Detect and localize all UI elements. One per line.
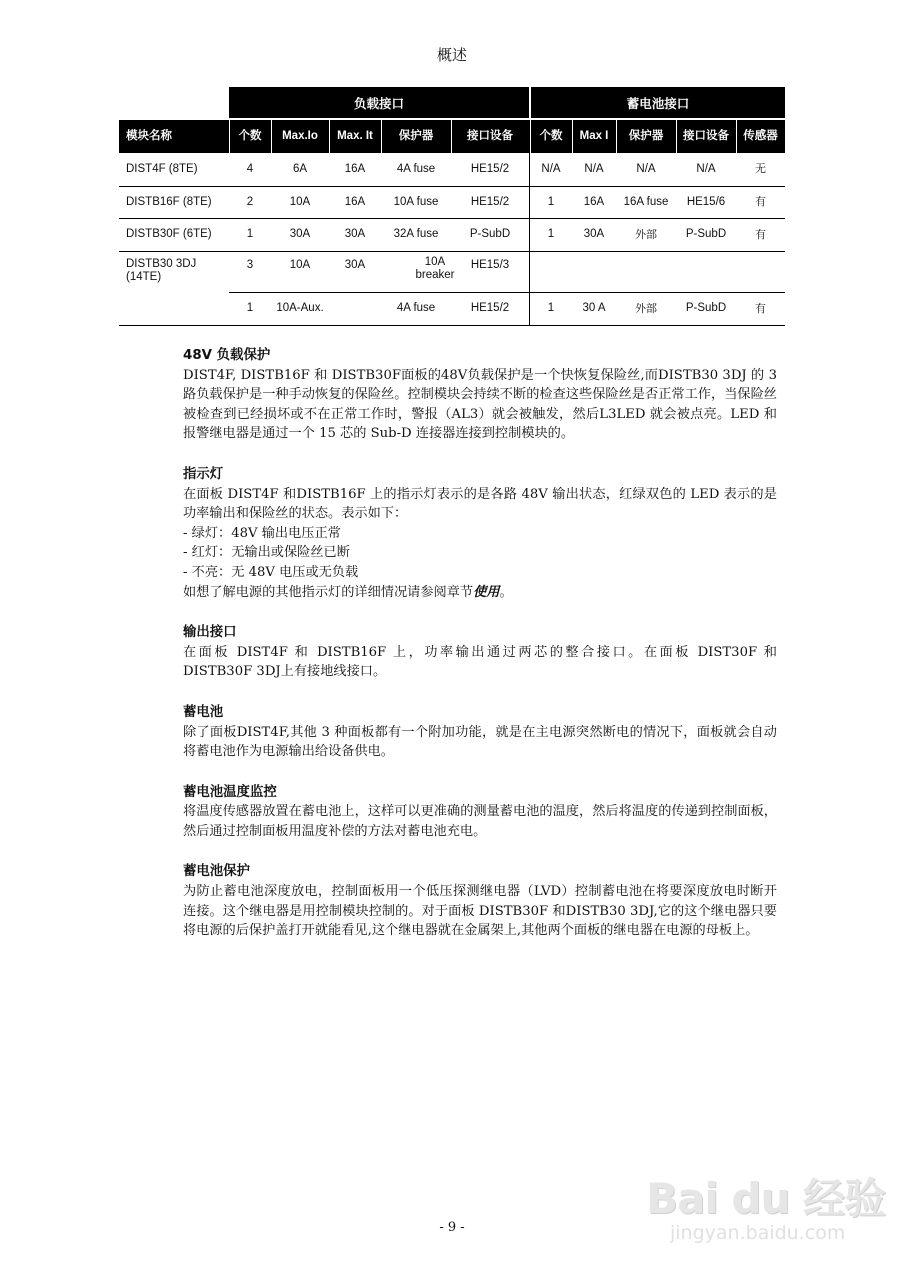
table-cell: HE15/2 — [470, 302, 510, 315]
table-cell: N/A — [541, 162, 561, 175]
table-cell: 32A fuse — [393, 228, 439, 241]
table-cell: 30 A — [582, 302, 606, 315]
list-item: - 不亮：无 48V 电压或无负载 — [183, 564, 359, 580]
spec-table — [119, 87, 785, 315]
table-cell: 16A — [583, 195, 605, 208]
chapter-reference: 使用 — [473, 584, 500, 600]
table-cell: 30A — [344, 259, 366, 272]
table-cell: 10A — [289, 259, 311, 272]
tail-text: 如想了解电源的其他指示灯的详细情况请参阅章节 — [183, 584, 474, 600]
table-cell: DIST4F (8TE) — [126, 162, 198, 175]
section-battery-protection — [183, 862, 777, 940]
group-header-battery: 蓄电池接口 — [531, 87, 785, 118]
table-cell: N/A — [584, 162, 604, 175]
table-cell: P-SubD — [469, 228, 511, 241]
table-cell: HE15/2 — [470, 195, 510, 208]
table-cell: 外部 — [635, 301, 657, 315]
col-header-max-io: Max.Io — [282, 129, 318, 142]
table-cell: 4A fuse — [396, 162, 436, 175]
section-heading: 蓄电池保护 — [183, 864, 250, 880]
column-header-row — [119, 120, 785, 153]
section-heading: 蓄电池温度监控 — [183, 784, 277, 800]
col-header-count: 个数 — [238, 129, 262, 142]
section-paragraph: DIST4F, DISTB16F 和 DISTB30F面板的48V负载保护是一个快恢复保险丝,而DISTB30 3DJ 的 3 路负载保护是一种手动恢复的保险丝。控制模块会持续不断的检查这些保险丝是否正常工作，当保险丝被检查到已经损坏或不在正常工作时，警报（AL3）就会被触发，然后L3LED 就会被点亮。LED 和报警继电器是通过一个 15 芯的 Sub-D 连接器连接到控制模块的。 — [183, 367, 777, 442]
section-indicator-lights — [183, 465, 777, 602]
table-cell: DISTB30 3DJ (14TE) — [126, 258, 197, 284]
table-cell: 1 — [246, 228, 254, 241]
col-header-module-name: 模块名称 — [126, 129, 172, 142]
table-cell: 外部 — [635, 227, 657, 241]
table-cell: N/A — [696, 162, 716, 175]
table-cell: 30A — [289, 228, 311, 241]
list-item: - 红灯：无输出或保险丝已断 — [183, 545, 350, 561]
table-cell: 1 — [547, 228, 555, 241]
table-cell: 3 — [246, 259, 254, 272]
table-cell: 6A — [292, 162, 308, 175]
table-cell: 16A fuse — [623, 195, 669, 208]
section-battery — [183, 703, 777, 762]
table-cell: 16A — [344, 195, 366, 208]
table-cell: 4 — [246, 162, 254, 175]
page-number: - 9 - — [439, 1220, 465, 1235]
section-paragraph-tail — [183, 583, 777, 603]
document-body — [183, 346, 777, 962]
table-row — [119, 252, 785, 292]
section-paragraph: 在面板 DIST4F 和DISTB16F 上的指示灯表示的是各路 48V 输出状态，红绿双色的 LED 表示的是功率输出和保险丝的状态。表示如下： — [183, 486, 777, 522]
col-header-batt-interface: 接口设备 — [683, 129, 729, 142]
table-cell: 30A — [344, 228, 366, 241]
table-cell: DISTB30F (6TE) — [126, 228, 212, 241]
table-cell: 1 — [547, 195, 555, 208]
section-output-interface — [183, 623, 777, 682]
table-cell: 1 — [547, 302, 555, 315]
section-heading: 48V 负载保护 — [183, 348, 271, 363]
table-cell: 2 — [246, 195, 254, 208]
table-cell: 有 — [755, 195, 766, 209]
list-item: - 绿灯：48V 输出电压正常 — [183, 525, 341, 541]
table-cell: 10A-Aux. — [276, 302, 324, 315]
table-cell: DISTB16F (8TE) — [126, 195, 212, 208]
table-cell: 10A breaker — [415, 256, 455, 282]
watermark-url: jingyan.baidu.com — [670, 1222, 846, 1244]
table-row — [119, 187, 785, 218]
col-header-batt-count: 个数 — [539, 129, 563, 142]
col-header-max-it: Max. It — [337, 129, 373, 142]
section-heading: 指示灯 — [183, 466, 224, 482]
section-battery-temperature — [183, 783, 777, 842]
table-cell: 有 — [755, 227, 766, 241]
section-paragraph: 除了面板DIST4F,其他 3 种面板都有一个附加功能，就是在主电源突然断电的情况下，面板就会自动将蓄电池作为电源输出给设备供电。 — [183, 724, 777, 760]
tail-punctuation: 。 — [499, 584, 513, 600]
table-cell: HE15/6 — [686, 195, 726, 208]
group-header-row — [119, 87, 785, 118]
table-cell: N/A — [636, 162, 656, 175]
table-cell: P-SubD — [685, 228, 727, 241]
group-header-load: 负载接口 — [229, 87, 529, 118]
section-paragraph: 在面板 DIST4F 和 DISTB16F 上，功率输出通过两芯的整合接口。在面板 DIST30F 和 DISTB30F 3DJ上有接地线接口。 — [183, 644, 777, 680]
table-cell: HE15/2 — [470, 162, 510, 175]
table-cell: 16A — [344, 162, 366, 175]
table-row — [119, 293, 785, 325]
table-cell: 无 — [755, 162, 766, 176]
table-cell: 30A — [583, 228, 605, 241]
table-row — [119, 153, 785, 186]
section-heading: 蓄电池 — [183, 704, 224, 720]
table-cell: P-SubD — [685, 302, 727, 315]
table-cell: 10A — [289, 195, 311, 208]
section-48v-load-protection — [183, 346, 777, 444]
baidu-watermark — [640, 1148, 890, 1258]
page-title: 概述 — [436, 46, 467, 64]
col-header-protector: 保护器 — [398, 129, 434, 142]
col-header-sensor: 传感器 — [743, 129, 778, 142]
col-header-max-i: Max I — [579, 129, 609, 142]
table-cell: 有 — [755, 301, 766, 315]
watermark-logo-text: Bai du 经验 — [646, 1174, 885, 1223]
section-heading: 输出接口 — [183, 625, 237, 641]
col-header-batt-protector: 保护器 — [628, 129, 664, 142]
table-cell: 1 — [246, 302, 254, 315]
table-cell: HE15/3 — [470, 259, 510, 272]
col-header-interface: 接口设备 — [467, 129, 513, 142]
table-cell: 10A fuse — [393, 195, 439, 208]
section-paragraph: 为防止蓄电池深度放电，控制面板用一个低压探测继电器（LVD）控制蓄电池在将要深度放电时断开连接。这个继电器是用控制模块控制的。对于面板 DISTB30F 和DISTB30 3DJ,它的这个继电器只要将电源的后保护盖打开就能看见,这个继电器就在金属架上,其他两个面板的继电器在电源的母板上。 — [183, 884, 777, 939]
section-paragraph: 将温度传感器放置在蓄电池上，这样可以更准确的测量蓄电池的温度，然后将温度的传递到控制面板，然后通过控制面板用温度补偿的方法对蓄电池充电。 — [183, 804, 777, 839]
table-cell: 4A fuse — [396, 302, 436, 315]
table-row — [119, 219, 785, 251]
